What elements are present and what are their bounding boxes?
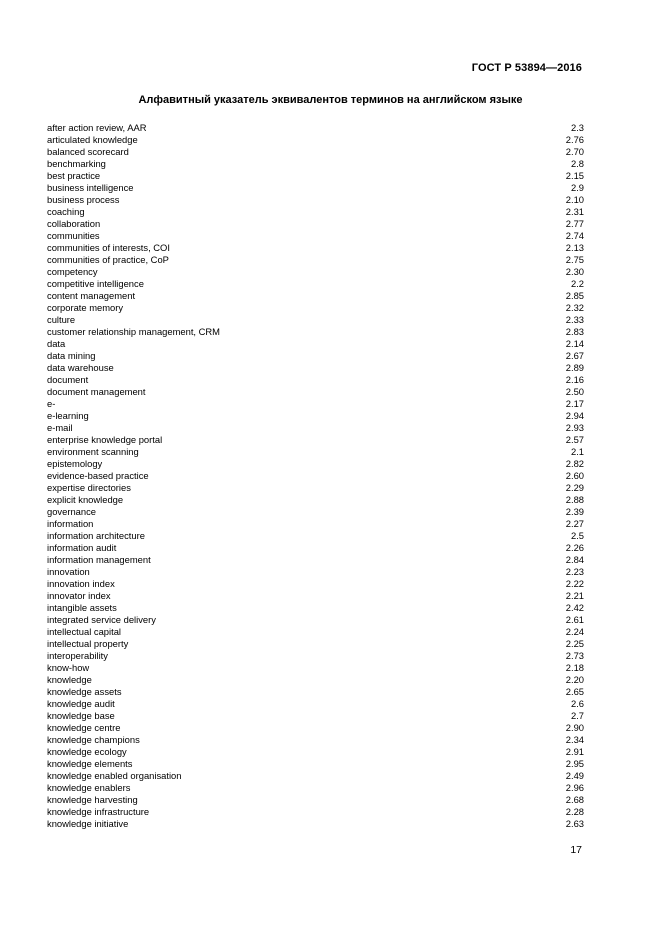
- index-reference: 2.63: [565, 818, 584, 829]
- index-term: knowledge harvesting: [47, 794, 138, 805]
- index-term: information: [47, 518, 94, 529]
- index-reference: 2.29: [565, 482, 584, 493]
- index-term: information audit: [47, 542, 117, 553]
- index-term: knowledge: [47, 674, 92, 685]
- index-term: information architecture: [47, 530, 145, 541]
- index-reference: 2.85: [565, 290, 584, 301]
- index-reference: 2.2: [570, 278, 584, 289]
- index-term: innovation index: [47, 578, 115, 589]
- index-entry: [47, 266, 584, 278]
- index-term: epistemology: [47, 458, 103, 469]
- index-term: environment scanning: [47, 446, 139, 457]
- index-reference: 2.76: [565, 134, 584, 145]
- index-reference: 2.27: [565, 518, 584, 529]
- document-code: ГОСТ Р 53894—2016: [471, 62, 582, 74]
- index-term: explicit knowledge: [47, 494, 124, 505]
- index-term: balanced scorecard: [47, 146, 129, 157]
- index-entry: [47, 662, 584, 674]
- index-entry: [47, 410, 584, 422]
- index-term: communities of interests, COI: [47, 242, 170, 253]
- index-term: data warehouse: [47, 362, 114, 373]
- index-reference: 2.60: [565, 470, 584, 481]
- index-reference: 2.14: [565, 338, 584, 349]
- index-entry: [47, 818, 584, 830]
- index-entry: [47, 194, 584, 206]
- index-term: intellectual property: [47, 638, 129, 649]
- index-entry: [47, 146, 584, 158]
- index-term: information management: [47, 554, 151, 565]
- index-term: knowledge elements: [47, 758, 133, 769]
- page-number: 17: [570, 844, 582, 856]
- index-reference: 2.32: [565, 302, 584, 313]
- index-term: communities of practice, CoP: [47, 254, 169, 265]
- index-reference: 2.20: [565, 674, 584, 685]
- index-entry: [47, 206, 584, 218]
- index-term: knowledge centre: [47, 722, 121, 733]
- index-title: Алфавитный указатель эквивалентов терминов на английском языке: [138, 94, 523, 106]
- index-term: e-mail: [47, 422, 73, 433]
- index-reference: 2.68: [565, 794, 584, 805]
- index-reference: 2.21: [565, 590, 584, 601]
- index-term: content management: [47, 290, 136, 301]
- index-reference: 2.15: [565, 170, 584, 181]
- index-reference: 2.89: [565, 362, 584, 373]
- index-entry: [47, 542, 584, 554]
- index-reference: 2.77: [565, 218, 584, 229]
- index-reference: 2.7: [570, 710, 584, 721]
- index-reference: 2.67: [565, 350, 584, 361]
- index-term: culture: [47, 314, 76, 325]
- index-entry: [47, 350, 584, 362]
- index-term: corporate memory: [47, 302, 124, 313]
- index-reference: 2.5: [570, 530, 584, 541]
- index-term: business intelligence: [47, 182, 134, 193]
- index-entry: [47, 530, 584, 542]
- index-entry: [47, 218, 584, 230]
- index-reference: 2.96: [565, 782, 584, 793]
- index-reference: 2.31: [565, 206, 584, 217]
- index-reference: 2.73: [565, 650, 584, 661]
- index-reference: 2.23: [565, 566, 584, 577]
- index-entry: [47, 710, 584, 722]
- index-term: expertise directories: [47, 482, 131, 493]
- index-term: interoperability: [47, 650, 108, 661]
- index-reference: 2.25: [565, 638, 584, 649]
- index-entry: [47, 782, 584, 794]
- index-term: data: [47, 338, 66, 349]
- index-entry: [47, 302, 584, 314]
- index-entry: [47, 578, 584, 590]
- index-reference: 2.39: [565, 506, 584, 517]
- index-entry: [47, 122, 584, 134]
- index-term: knowledge initiative: [47, 818, 129, 829]
- index-entry: [47, 686, 584, 698]
- index-entry: [47, 614, 584, 626]
- index-entry: [47, 758, 584, 770]
- index-entry: [47, 650, 584, 662]
- index-reference: 2.49: [565, 770, 584, 781]
- index-entry: [47, 242, 584, 254]
- index-reference: 2.94: [565, 410, 584, 421]
- index-reference: 2.84: [565, 554, 584, 565]
- index-entry: [47, 374, 584, 386]
- index-term: enterprise knowledge portal: [47, 434, 163, 445]
- index-entry: [47, 770, 584, 782]
- index-reference: 2.24: [565, 626, 584, 637]
- index-entry: [47, 482, 584, 494]
- index-reference: 2.34: [565, 734, 584, 745]
- index-term: know-how: [47, 662, 90, 673]
- index-term: knowledge infrastructure: [47, 806, 150, 817]
- index-term: knowledge assets: [47, 686, 122, 697]
- index-entry: [47, 554, 584, 566]
- index-reference: 2.91: [565, 746, 584, 757]
- index-reference: 2.30: [565, 266, 584, 277]
- index-reference: 2.3: [570, 122, 584, 133]
- index-reference: 2.90: [565, 722, 584, 733]
- index-entry: [47, 734, 584, 746]
- index-entry: [47, 602, 584, 614]
- index-term: knowledge enablers: [47, 782, 131, 793]
- index-term: best practice: [47, 170, 101, 181]
- index-reference: 2.88: [565, 494, 584, 505]
- index-entry: [47, 386, 584, 398]
- index-reference: 2.6: [570, 698, 584, 709]
- index-entry: [47, 566, 584, 578]
- index-term: integrated service delivery: [47, 614, 156, 625]
- index-entry: [47, 470, 584, 482]
- index-term: document: [47, 374, 89, 385]
- index-entry: [47, 314, 584, 326]
- index-entry: [47, 134, 584, 146]
- index-term: knowledge ecology: [47, 746, 127, 757]
- index-term: data mining: [47, 350, 96, 361]
- index-reference: 2.16: [565, 374, 584, 385]
- index-term: governance: [47, 506, 96, 517]
- index-term: evidence-based practice: [47, 470, 149, 481]
- index-term: articulated knowledge: [47, 134, 138, 145]
- index-entry: [47, 626, 584, 638]
- index-reference: 2.26: [565, 542, 584, 553]
- index-entry: [47, 494, 584, 506]
- index-entry: [47, 638, 584, 650]
- index-entry: [47, 338, 584, 350]
- index-term: after action review, AAR: [47, 122, 147, 133]
- index-reference: 2.42: [565, 602, 584, 613]
- index-entry: [47, 254, 584, 266]
- index-reference: 2.33: [565, 314, 584, 325]
- index-entry: [47, 746, 584, 758]
- index-entry: [47, 698, 584, 710]
- index-term: intellectual capital: [47, 626, 122, 637]
- index-reference: 2.17: [565, 398, 584, 409]
- index-reference: 2.95: [565, 758, 584, 769]
- index-reference: 2.10: [565, 194, 584, 205]
- index-entry: [47, 158, 584, 170]
- index-reference: 2.75: [565, 254, 584, 265]
- index-entry: [47, 590, 584, 602]
- index-entry: [47, 458, 584, 470]
- index-term: business process: [47, 194, 120, 205]
- term-index-list: [47, 122, 584, 830]
- index-reference: 2.18: [565, 662, 584, 673]
- index-reference: 2.28: [565, 806, 584, 817]
- index-entry: [47, 362, 584, 374]
- index-entry: [47, 290, 584, 302]
- index-term: benchmarking: [47, 158, 106, 169]
- index-reference: 2.70: [565, 146, 584, 157]
- index-term: document management: [47, 386, 146, 397]
- index-term: knowledge audit: [47, 698, 115, 709]
- index-reference: 2.9: [570, 182, 584, 193]
- index-reference: 2.50: [565, 386, 584, 397]
- index-entry: [47, 422, 584, 434]
- index-term: e-learning: [47, 410, 89, 421]
- index-term: competency: [47, 266, 98, 277]
- index-entry: [47, 398, 584, 410]
- index-term: intangible assets: [47, 602, 117, 613]
- index-entry: [47, 446, 584, 458]
- index-term: e-: [47, 398, 56, 409]
- index-entry: [47, 506, 584, 518]
- index-reference: 2.65: [565, 686, 584, 697]
- index-entry: [47, 230, 584, 242]
- index-entry: [47, 518, 584, 530]
- index-term: competitive intelligence: [47, 278, 144, 289]
- index-entry: [47, 170, 584, 182]
- index-entry: [47, 794, 584, 806]
- index-reference: 2.13: [565, 242, 584, 253]
- index-term: innovation: [47, 566, 90, 577]
- index-entry: [47, 722, 584, 734]
- index-entry: [47, 182, 584, 194]
- index-term: knowledge base: [47, 710, 115, 721]
- index-term: knowledge champions: [47, 734, 140, 745]
- index-term: collaboration: [47, 218, 101, 229]
- index-reference: 2.22: [565, 578, 584, 589]
- index-entry: [47, 674, 584, 686]
- index-entry: [47, 434, 584, 446]
- index-term: innovator index: [47, 590, 111, 601]
- index-reference: 2.61: [565, 614, 584, 625]
- index-reference: 2.82: [565, 458, 584, 469]
- index-reference: 2.93: [565, 422, 584, 433]
- index-reference: 2.1: [570, 446, 584, 457]
- index-reference: 2.8: [570, 158, 584, 169]
- index-term: customer relationship management, CRM: [47, 326, 220, 337]
- index-entry: [47, 326, 584, 338]
- index-reference: 2.83: [565, 326, 584, 337]
- index-term: coaching: [47, 206, 85, 217]
- index-term: communities: [47, 230, 100, 241]
- index-reference: 2.57: [565, 434, 584, 445]
- index-entry: [47, 806, 584, 818]
- index-entry: [47, 278, 584, 290]
- index-reference: 2.74: [565, 230, 584, 241]
- index-term: knowledge enabled organisation: [47, 770, 182, 781]
